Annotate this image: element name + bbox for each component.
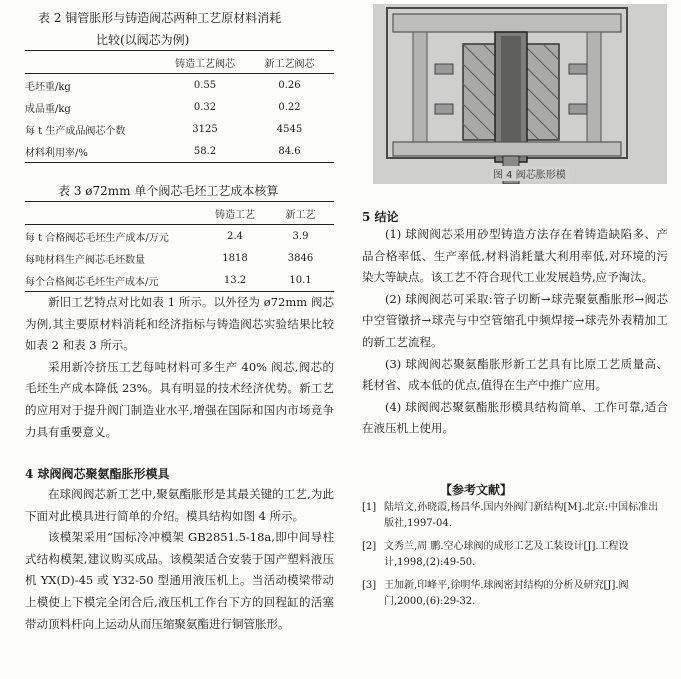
table-cell: 每吨材料生产阀芯毛坯数量 xyxy=(25,254,145,266)
table-cell: 成品重/kg xyxy=(25,103,71,115)
table-cell: 0.26 xyxy=(278,79,301,91)
reference-text: 文秀兰,周 鹏.空心球阀的成形工艺及工装设计[J].工程设计,1998,(2):49-50. xyxy=(384,541,629,568)
section5-heading: 5 结论 xyxy=(362,210,399,224)
table3 xyxy=(25,202,334,292)
table-cell: 3.9 xyxy=(292,230,309,242)
table3-header-cell: 新工艺 xyxy=(267,202,334,225)
paragraph: (3) 球阀阀芯聚氨酯胀形新工艺具有比原工艺质量高、耗材省、成本低的优点,值得在生产中推广应用。 xyxy=(362,356,668,393)
table-row xyxy=(25,269,334,292)
table2 xyxy=(25,51,334,163)
table2-caption-line2: 比较(以阀芯为例) xyxy=(96,33,190,47)
paragraph: 新旧工艺特点对比如表 1 所示。以外径为 ø72mm 阀芯为例,其主要原材料消耗和经济指标与铸造阀芯实验结果比较如表 2 和表 3 所示。 xyxy=(25,295,334,353)
table-row xyxy=(25,74,334,97)
reference-text: 陆培文,孙晓霞,杨昌华.国内外阀门新结构[M].北京:中国标准出版社,1997-04. xyxy=(384,502,659,529)
reference-item xyxy=(362,578,668,609)
reference-text: 王加新,印峰平,徐明华.球阀密封结构的分析及研究[J].阀门,2000,(6):29-32. xyxy=(384,580,629,607)
table3-header-row xyxy=(25,202,334,225)
table3-caption: 表 3 ø72mm 单个阀芯毛坯工艺成本核算 xyxy=(58,184,279,198)
table2-header-row xyxy=(25,51,334,74)
paragraph: 采用新冷挤压工艺每吨材料可多生产 40% 阀芯,阀芯的毛坯生产成本降低 23%。具有明显的技术经济优势。新工艺的应用对于提升阀门制造业水平,增强在国际和国内市场竞争力具有重要意义。 xyxy=(25,359,334,439)
reference-item xyxy=(362,500,668,531)
table-cell: 2.4 xyxy=(227,230,243,242)
table-cell: 3846 xyxy=(287,252,314,264)
table-row xyxy=(25,247,334,269)
table2-header-cell xyxy=(25,51,165,74)
table-cell: 10.1 xyxy=(267,269,334,292)
figure4-photo xyxy=(373,4,667,184)
table-cell: 84.6 xyxy=(245,140,334,163)
table-cell: 13.2 xyxy=(203,269,267,292)
table-cell: 每个合格阀芯毛坯生产成本/元 xyxy=(25,269,203,292)
table-cell: 1818 xyxy=(222,252,248,264)
section4-body xyxy=(25,484,334,635)
table-cell: 58.2 xyxy=(165,140,245,163)
die-drawing-image xyxy=(373,4,667,184)
table-cell: 0.55 xyxy=(193,79,217,91)
reference-number: [3] xyxy=(362,580,377,591)
table3-header-cell: 铸造工艺 xyxy=(203,202,267,225)
table-row xyxy=(25,96,334,118)
table2-header-cell: 铸造工艺阀芯 xyxy=(165,51,245,74)
reference-item xyxy=(362,539,668,570)
references-heading: 【参考文献】 xyxy=(440,483,513,497)
table-cell: 3125 xyxy=(192,123,218,135)
table3-header-cell xyxy=(25,202,203,225)
table-cell: 毛坯重/kg xyxy=(25,81,71,93)
paragraph: (1) 球阀阀芯采用砂型铸造方法存在着铸造缺陷多、产品合格率低、生产率低,材料消耗量大利用率低,对环境的污染大等缺点。该工艺不符合现代工业发展趋势,应予淘汰。 xyxy=(362,227,668,285)
figure4-caption: 图 4 阀芯胀形模 xyxy=(490,166,569,181)
paragraph: 该模架采用“国标冷冲模架 GB2851.5-18a,即中间导柱式结构模架,建议购买成品。该模架适合安装于国产塑料液压机 YX(D)-45 或 Y32-50 型通用液压机上。当活动模梁带动上模使上下模完全闭合后,液压机工作台下方的回程缸的活塞带动顶料杆向上运动从而压缩聚氨酯进行铜管胀形。 xyxy=(25,530,334,631)
table-cell: 每 t 生产成品阀芯个数 xyxy=(25,125,126,137)
table-cell: 4545 xyxy=(276,123,303,135)
left-body-text xyxy=(25,292,334,443)
paragraph: 在球阀阀芯新工艺中,聚氨酯胀形是其最关键的工艺,为此下面对此模具进行简单的介绍。模具结构如图 4 所示。 xyxy=(25,487,334,523)
table-cell: 每 t 合格阀芯毛坯生产成本/万元 xyxy=(25,232,169,244)
table-row xyxy=(25,225,334,248)
section4-heading: 4 球阀阀芯聚氨酯胀形模具 xyxy=(25,467,170,481)
paragraph: (4) 球阀阀芯聚氨酯胀形模具结构简单、工作可靠,适合在液压机上使用。 xyxy=(362,399,668,436)
table-cell: 0.32 xyxy=(193,101,217,113)
table2-caption-line1: 表 2 铜管胀形与铸造阀芯两种工艺原材料消耗 xyxy=(38,11,282,25)
reference-number: [1] xyxy=(362,502,377,513)
table2-header-cell: 新工艺阀芯 xyxy=(245,51,334,74)
reference-number: [2] xyxy=(362,541,377,552)
section5-body xyxy=(362,224,668,440)
paragraph: (2) 球阀阀芯可采取:管子切断→球壳聚氨酯胀形→阀芯中空管镦挤→球壳与中空管缩孔中频焊接→球壳外表精加工的新工艺流程。 xyxy=(362,291,668,349)
table-row xyxy=(25,118,334,140)
table-cell: 0.22 xyxy=(278,101,301,113)
table-row xyxy=(25,140,334,163)
table-cell: 材料利用率/% xyxy=(25,140,165,163)
